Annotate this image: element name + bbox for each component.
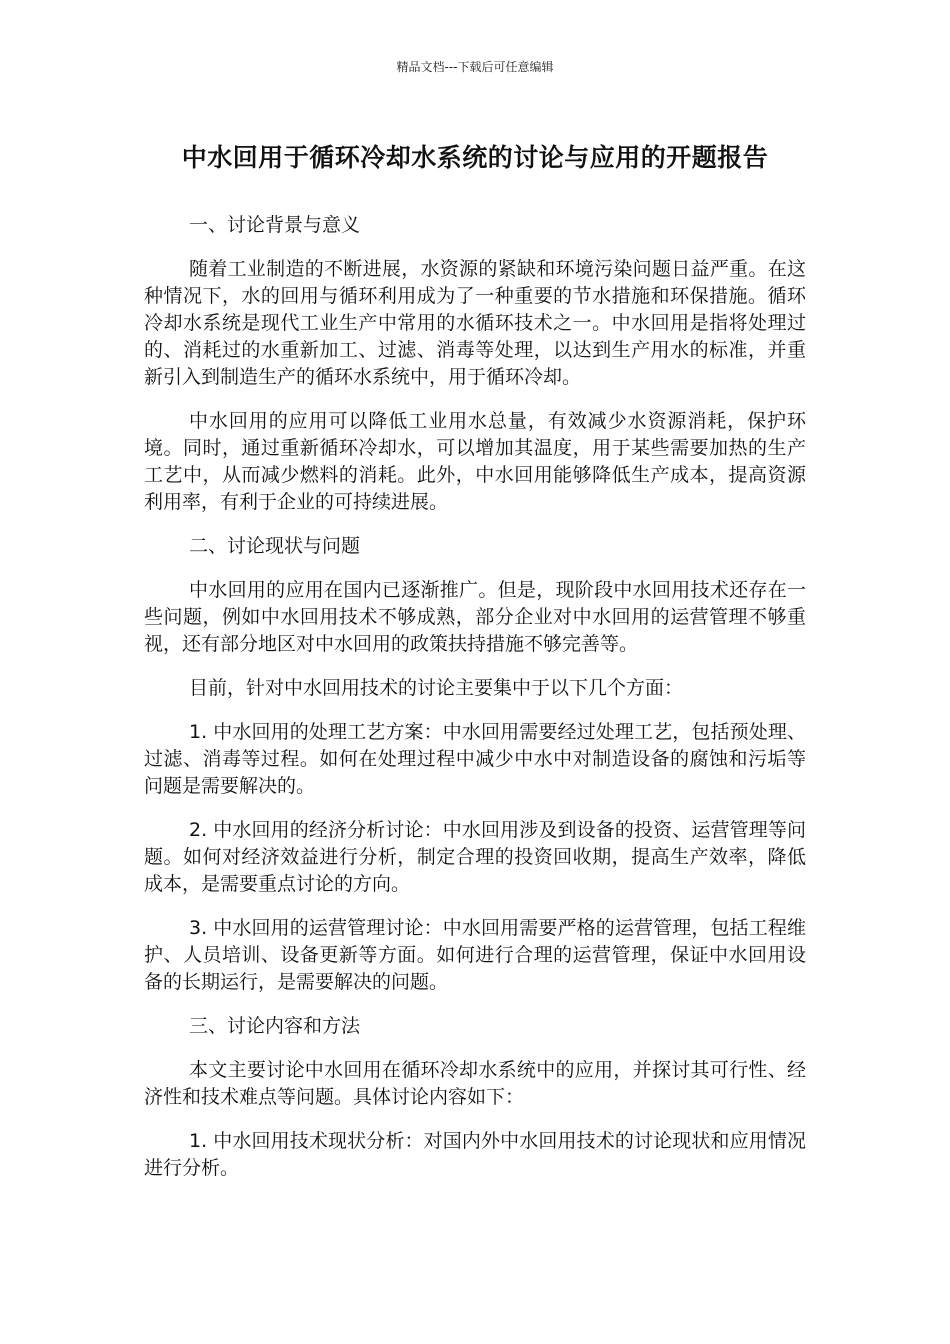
paragraph: 中水回用的应用在国内已逐渐推广。但是，现阶段中水回用技术还存在一些问题，例如中水回用技术不够成熟，部分企业对中水回用的运营管理不够重视，还有部分地区对中水回用的政策扶持措施不够完善等。: [144, 579, 806, 655]
list-item: 1. 中水回用的处理工艺方案：中水回用需要经过处理工艺，包括预处理、过滤、消毒等过程。如何在处理过程中减少中水中对制造设备的腐蚀和污垢等问题是需要解决的。: [144, 721, 806, 797]
section-heading: 二、讨论现状与问题: [189, 535, 361, 557]
document-body: [144, 212, 806, 1199]
section-heading: 三、讨论内容和方法: [189, 1015, 361, 1037]
header-note: 精品文档---下载后可任意编辑: [396, 60, 554, 74]
list-item: 2. 中水回用的经济分析讨论：中水回用涉及到设备的投资、运营管理等问题。如何对经济效益进行分析，制定合理的投资回收期，提高生产效率，降低成本，是需要重点讨论的方向。: [144, 819, 806, 895]
section-heading: 一、讨论背景与意义: [189, 214, 361, 236]
paragraph: 随着工业制造的不断进展，水资源的紧缺和环境污染问题日益严重。在这种情况下，水的回用与循环利用成为了一种重要的节水措施和环保措施。循环冷却水系统是现代工业生产中常用的水循环技术之一。中水回用是指将处理过的、消耗过的水重新加工、过滤、消毒等处理，以达到生产用水的标准，并重新引入到制造生产的循环水系统中，用于循环冷却。: [144, 258, 806, 388]
list-item: 3. 中水回用的运营管理讨论：中水回用需要严格的运营管理，包括工程维护、人员培训、设备更新等方面。如何进行合理的运营管理，保证中水回用设备的长期运行，是需要解决的问题。: [144, 917, 806, 993]
paragraph: 目前，针对中水回用技术的讨论主要集中于以下几个方面：: [189, 677, 684, 699]
list-item: 1. 中水回用技术现状分析：对国内外中水回用技术的讨论现状和应用情况进行分析。: [144, 1130, 806, 1179]
paragraph: 中水回用的应用可以降低工业用水总量，有效减少水资源消耗，保护环境。同时，通过重新循环冷却水，可以增加其温度，用于某些需要加热的生产工艺中，从而减少燃料的消耗。此外，中水回用能够降低生产成本，提高资源利用率，有利于企业的可持续进展。: [144, 410, 806, 513]
paragraph: 本文主要讨论中水回用在循环冷却水系统中的应用，并探讨其可行性、经济性和技术难点等问题。具体讨论内容如下：: [144, 1059, 806, 1108]
document-title: 中水回用于循环冷却水系统的讨论与应用的开题报告: [181, 143, 769, 172]
